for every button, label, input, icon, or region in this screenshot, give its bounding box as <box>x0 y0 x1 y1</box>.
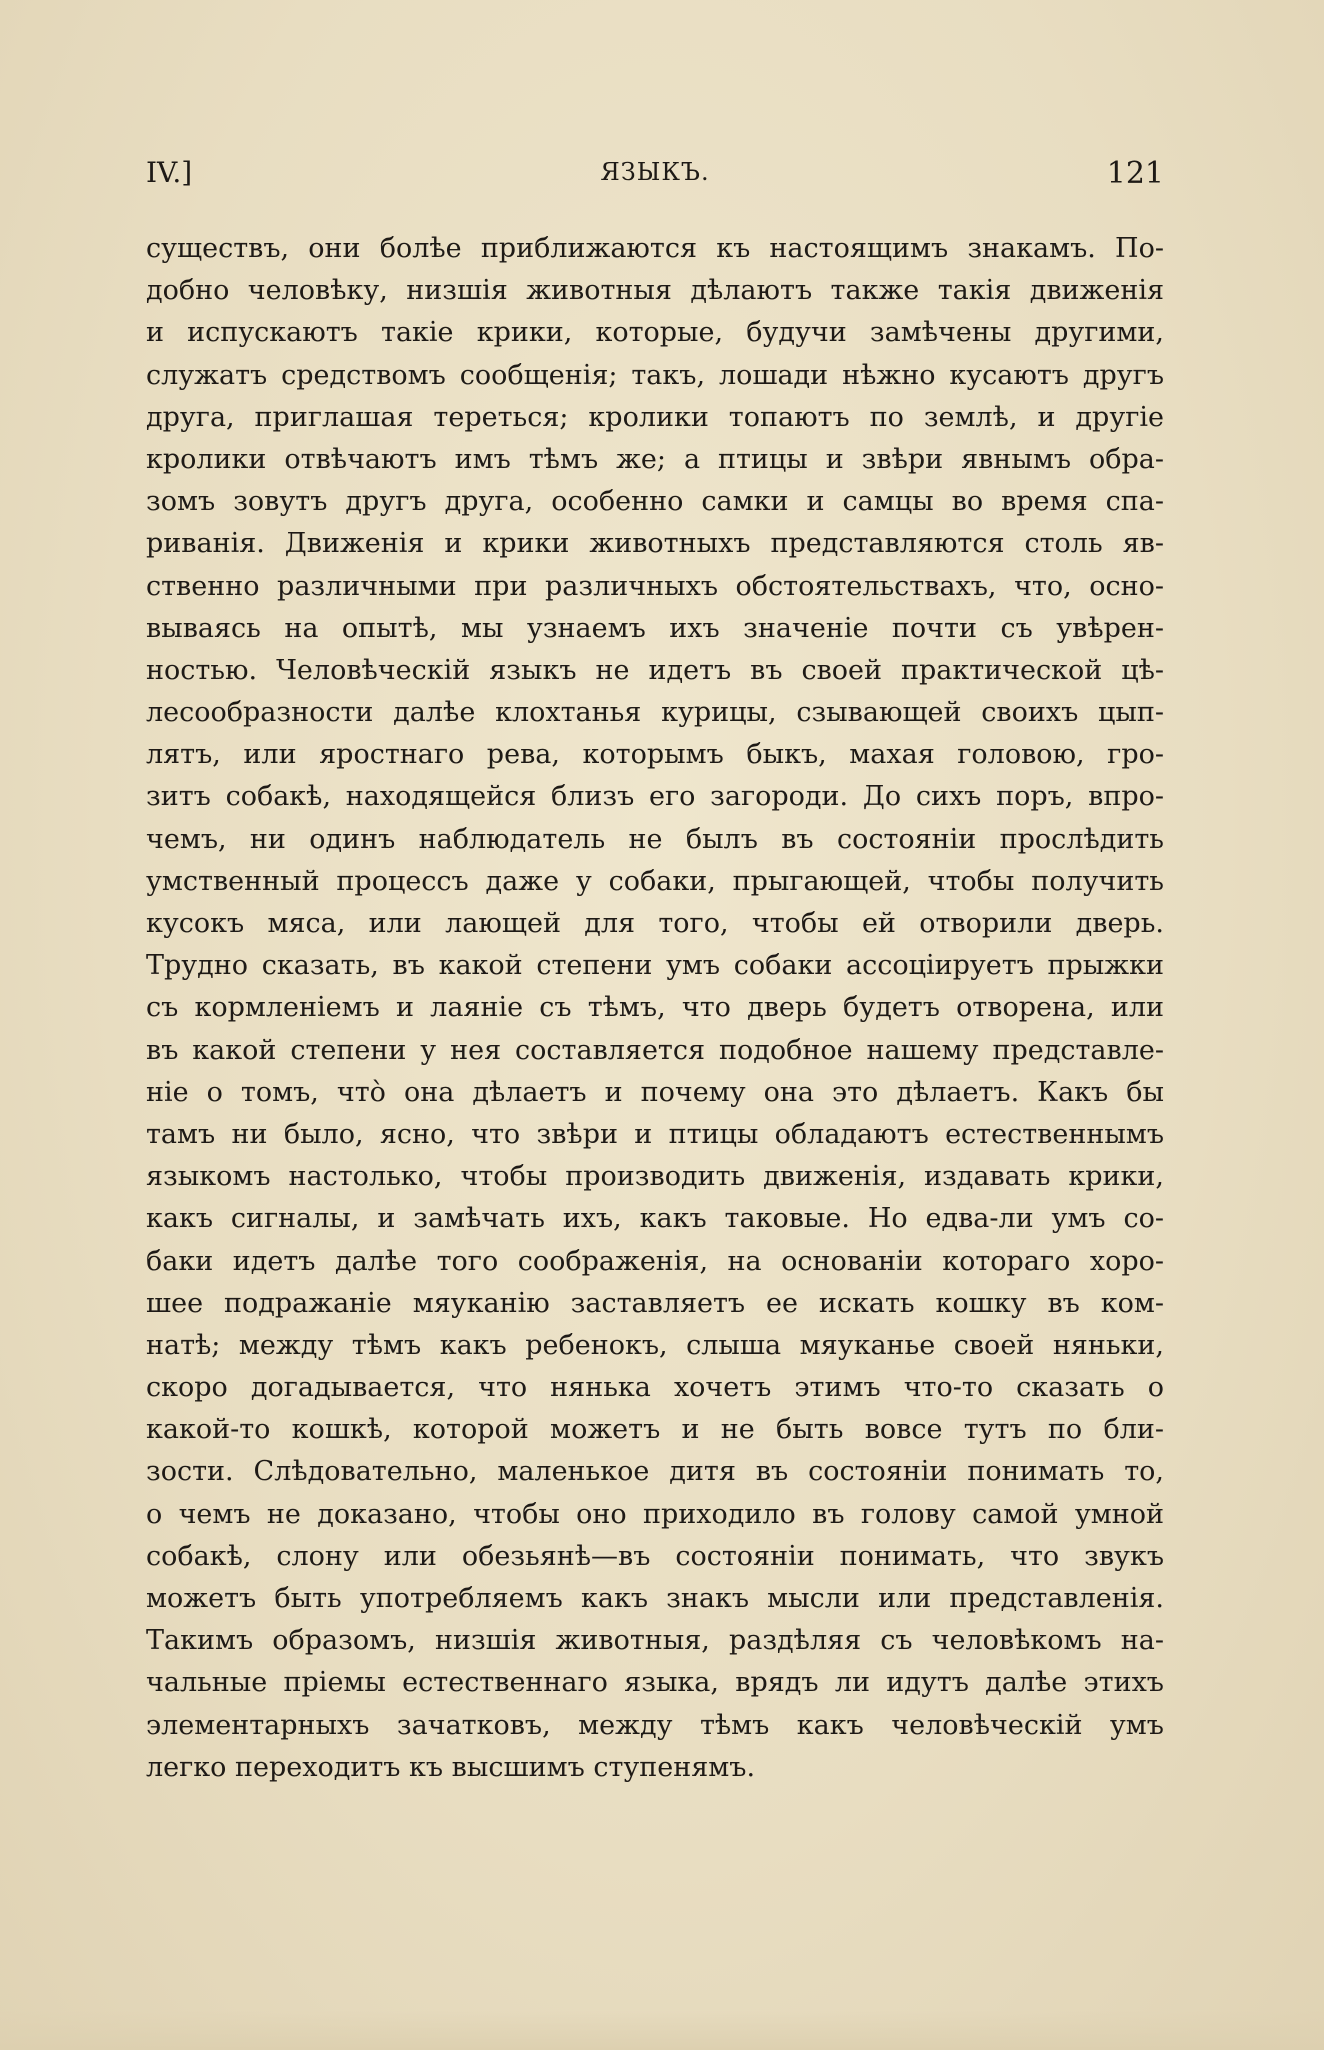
text-line: кусокъ мяса, или лающей для того, чтобы ей отворили дверь. <box>146 908 1164 939</box>
text-line: какой-то кошкѣ, которой можетъ и не быть вовсе тутъ по бли- <box>146 1414 1164 1446</box>
text-line: натѣ; между тѣмъ какъ ребенокъ, слыша мяуканье своей няньки, <box>146 1329 1164 1361</box>
text-line: легко переходитъ къ высшимъ ступенямъ. <box>146 1751 756 1783</box>
text-line: языкомъ настолько, чтобы производить движенія, издавать крики, <box>146 1161 1164 1193</box>
page-edge-shadow <box>0 2010 1324 2050</box>
text-line: можетъ быть употребляемъ какъ знакъ мысли или представленія. <box>146 1583 1164 1614</box>
text-line: какъ сигналы, и замѣчать ихъ, какъ таковые. Но едва-ли умъ со- <box>146 1203 1164 1235</box>
text-line: тамъ ни было, ясно, что звѣри и птицы обладаютъ естественнымъ <box>146 1118 1164 1150</box>
text-line: ностью. Человѣческій языкъ не идетъ въ своей практической цѣ- <box>146 654 1164 686</box>
body-text <box>146 228 1164 1789</box>
text-line: служатъ средствомъ сообщенія; такъ, лошади нѣжно кусаютъ другъ <box>146 359 1164 391</box>
text-line: лесообразности далѣе клохтанья курицы, сзывающей своихъ цып- <box>146 697 1164 729</box>
text-line: ніе о томъ, что̀ она дѣлаетъ и почему она это дѣлаетъ. Какъ бы <box>146 1076 1164 1108</box>
text-line: шее подражаніе мяуканію заставляетъ ее искать кошку въ ком- <box>146 1287 1164 1319</box>
text-line: элементарныхъ зачатковъ, между тѣмъ какъ человѣческій умъ <box>146 1709 1164 1741</box>
text-line: лятъ, или яростнаго рева, которымъ быкъ, махая головою, гро- <box>146 739 1164 771</box>
text-line: о чемъ не доказано, чтобы оно приходило въ голову самой умной <box>146 1498 1164 1530</box>
text-line: Трудно сказать, въ какой степени умъ собаки ассоціируетъ прыжки <box>146 950 1164 982</box>
text-line: ственно различными при различныхъ обстоятельствахъ, что, осно- <box>146 570 1164 602</box>
text-line: зости. Слѣдовательно, маленькое дитя въ состояніи понимать то, <box>146 1456 1164 1488</box>
text-line: баки идетъ далѣе того соображенія, на основаніи котораго хоро- <box>146 1245 1164 1277</box>
text-line: кролики отвѣчаютъ имъ тѣмъ же; а птицы и звѣри явнымъ обра- <box>146 443 1164 475</box>
text-line: существъ, они болѣе приближаются къ настоящимъ знакамъ. По- <box>146 233 1164 264</box>
text-line: Такимъ образомъ, низшія животныя, раздѣляя съ человѣкомъ на- <box>146 1625 1164 1657</box>
text-line: скоро догадывается, что нянька хочетъ этимъ что-то сказать о <box>146 1372 1164 1404</box>
running-title: ЯЗЫКЪ. <box>600 158 710 186</box>
running-header <box>146 156 1164 196</box>
text-line: зитъ собакѣ, находящейся близъ его загороди. До сихъ поръ, впро- <box>146 781 1164 813</box>
chapter-marker: IV.] <box>146 156 193 189</box>
text-line: друга, приглашая тереться; кролики топаютъ по землѣ, и другіе <box>146 401 1164 433</box>
text-line: зомъ зовутъ другъ друга, особенно самки и самцы во время спа- <box>146 486 1164 518</box>
text-line: въ какой степени у нея составляется подобное нашему представле- <box>146 1034 1164 1066</box>
text-line: и испускаютъ такіе крики, которые, будучи замѣчены другими, <box>146 317 1164 349</box>
text-line: добно человѣку, низшія животныя дѣлаютъ также такія движенія <box>146 275 1164 307</box>
page-number: 121 <box>1106 156 1164 191</box>
text-line: чемъ, ни одинъ наблюдатель не былъ въ состояніи прослѣдить <box>146 823 1164 855</box>
text-line: чальные пріемы естественнаго языка, врядъ ли идутъ далѣе этихъ <box>146 1667 1164 1699</box>
text-line: умственный процессъ даже у собаки, прыгающей, чтобы получить <box>146 865 1164 897</box>
text-line: собакѣ, слону или обезьянѣ—въ состояніи понимать, что звукъ <box>146 1540 1164 1572</box>
text-line: риванія. Движенія и крики животныхъ представляются столь яв- <box>146 528 1164 560</box>
text-line: съ кормленіемъ и лаяніе съ тѣмъ, что дверь будетъ отворена, или <box>146 992 1164 1024</box>
text-line: вываясь на опытѣ, мы узнаемъ ихъ значеніе почти съ увѣрен- <box>146 612 1164 644</box>
